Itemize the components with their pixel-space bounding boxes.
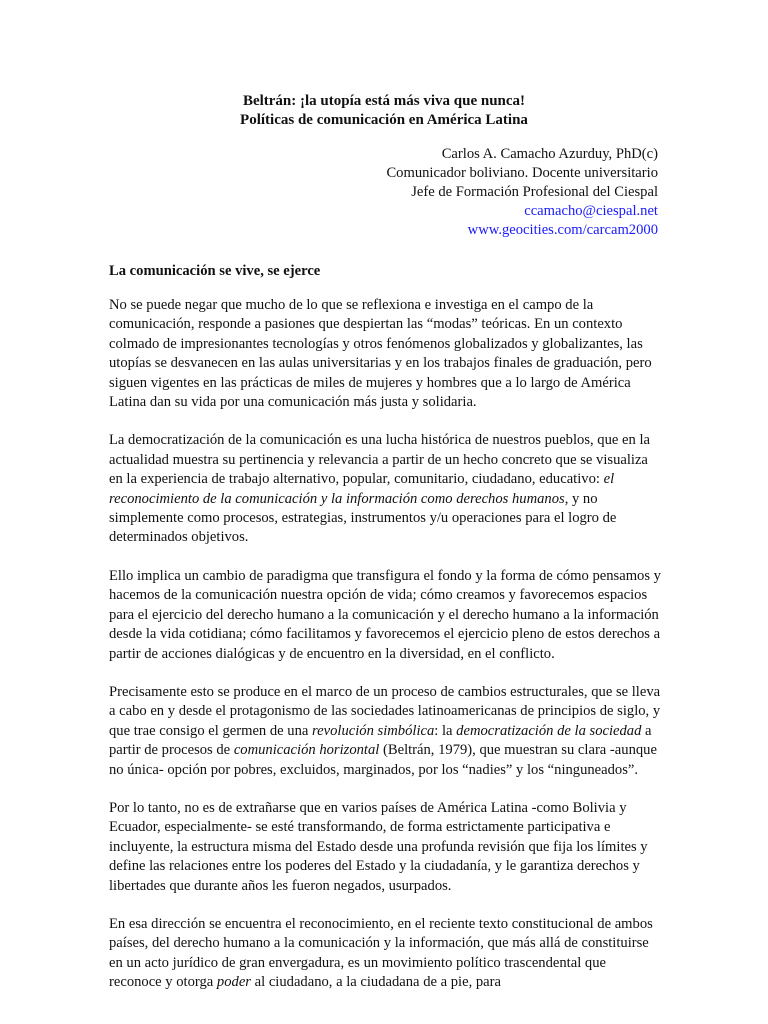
body-text: [109, 296, 661, 1012]
section-heading: La comunicación se vive, se ejerce: [109, 263, 321, 279]
paragraph-6-emphasis: poder: [216, 974, 251, 991]
author-info: [386, 145, 658, 240]
paragraph-6-text-a: En esa dirección se encuentra el reconocimiento, en el reciente texto constitucional de ambos países, del derecho humano a la comunicación y la información, que más allá de constituirse en un acto jurídico de gran envergadura, es un movimiento político trascendental que reconoce y otorga: [109, 915, 653, 991]
author-role-2: Jefe de Formación Profesional del Ciespal: [411, 184, 658, 200]
paragraph-2: [109, 431, 661, 547]
paragraph-1: No se puede negar que mucho de lo que se reflexiona e investiga en el campo de la comunicación, responde a pasiones que despiertan las “modas” teóricas. En un contexto colmado de impresionantes tecnologías y otros fenómenos globalizados y globalizantes, las utopías se desvanecen en las aulas universitarias y en los trabajos finales de graduación, pero siguen vigentes en las prácticas de miles de mujeres y hombres que a lo largo de América Latina dan su vida por una comunicación más justa y solidaria.: [109, 297, 652, 411]
paragraph-4-text-a: Precisamente esto se produce en el marco de un proceso de cambios estructurales, que se lleva a cabo en y desde el protagonismo de las sociedades latinoamericanas de principios de siglo, y que trae consigo el germen de una: [109, 683, 661, 739]
author-role-1: Comunicador boliviano. Docente universitario: [386, 165, 658, 181]
paragraph-4-text-d: (Beltrán, 1979), que muestran su clara -aunque no única- opción por pobres, excluidos, marginados, por los “nadies” y los “ninguneados”.: [109, 742, 657, 778]
author-name: Carlos A. Camacho Azurduy, PhD(c): [441, 146, 658, 162]
paragraph-6-text-b: al ciudadano, a la ciudadana de a pie, para: [250, 974, 501, 991]
paragraph-4-emphasis-3: comunicación horizontal: [233, 742, 380, 759]
title-line-2: Políticas de comunicación en América Latina: [240, 112, 528, 128]
paragraph-3: Ello implica un cambio de paradigma que transfigura el fondo y la forma de cómo pensamos y hacemos de la comunicación nuestra opción de vida; cómo creamos y favorecemos espacios para el ejercicio del derecho humano a la comunicación y el derecho humano a la información desde la vida cotidiana; cómo facilitamos y favorecemos el ejercicio pleno de estos derechos a partir de acciones dialógicas y de encuentro en la diversidad, en el conflicto.: [109, 567, 661, 662]
paragraph-2-emphasis: el reconocimiento de la comunicación y la información como derechos humanos: [109, 471, 615, 507]
author-email-link[interactable]: ccamacho@ciespal.net: [524, 203, 658, 219]
paragraph-5: Por lo tanto, no es de extrañarse que en varios países de América Latina -como Bolivia y Ecuador, especialmente- se esté transformando, de forma estrictamente participativa e incluyente, la estructura misma del Estado desde una profunda revisión que fija los límites y define las relaciones entre los poderes del Estado y la ciudadanía, y le garantiza derechos y libertades que durante años les fueron negados, usurpados.: [109, 799, 648, 894]
paragraph-6: [109, 915, 661, 993]
paragraph-4: [109, 683, 661, 780]
author-website-link[interactable]: www.geocities.com/carcam2000: [467, 222, 658, 238]
title-line-1: Beltrán: ¡la utopía está más viva que nunca!: [242, 93, 526, 109]
paragraph-4-text-b: : la: [434, 722, 457, 739]
paragraph-2-text-a: La democratización de la comunicación es una lucha histórica de nuestros pueblos, que en la actualidad muestra su pertinencia y relevancia a partir de un hecho concreto que se visualiza en la experiencia de trabajo alternativo, popular, comunitario, ciudadano, educativo:: [109, 432, 650, 488]
document-title: [0, 92, 768, 130]
paragraph-4-emphasis-1: revolución simbólica: [312, 722, 435, 739]
paragraph-4-emphasis-2: democratización de la sociedad: [456, 722, 642, 739]
paragraph-2-text-b: , y no simplemente como procesos, estrategias, instrumentos y/u operaciones para el logro de determinados objetivos.: [109, 490, 617, 546]
paragraph-4-text-c: a partir de procesos de: [109, 722, 652, 759]
